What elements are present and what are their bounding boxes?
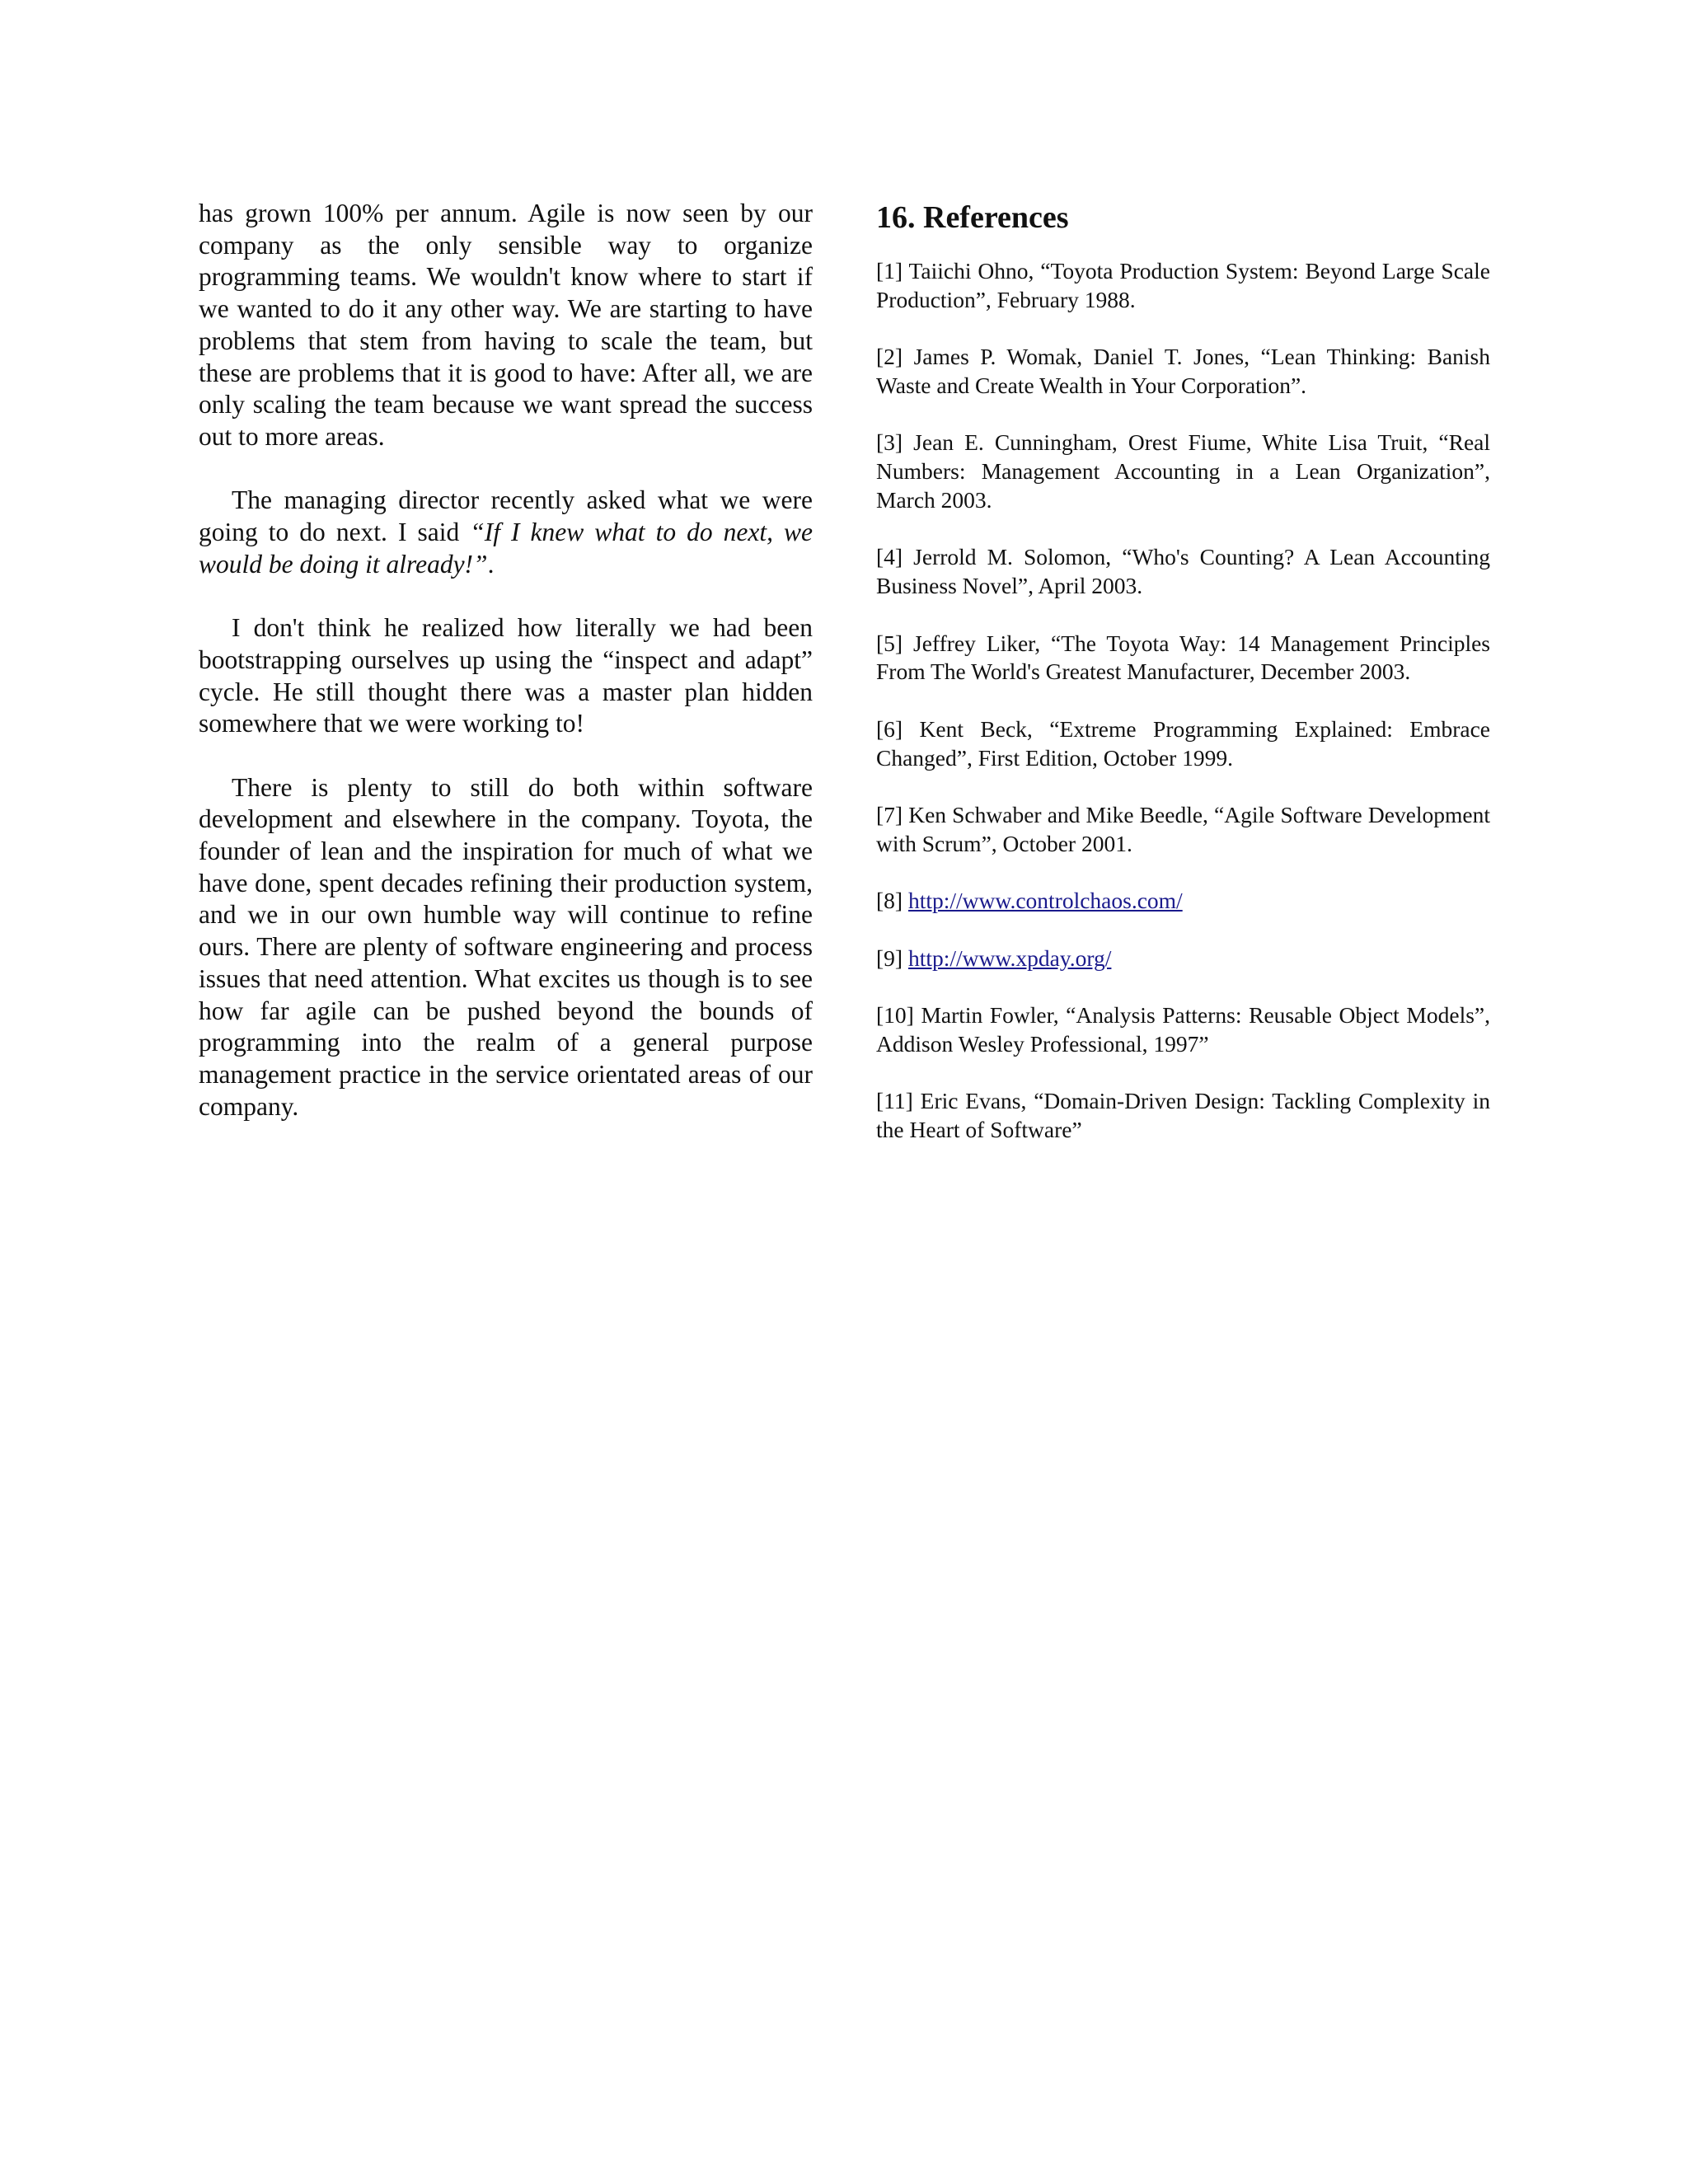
reference-text: Jeffrey Liker, “The Toyota Way: 14 Management Principles From The World's Greatest Manufacturer, December 2003.	[876, 630, 1491, 685]
director-quote: “If I knew what to do next, we would be doing it already!”	[199, 518, 813, 579]
reference-text: Jean E. Cunningham, Orest Fiume, White Lisa Truit, “Real Numbers: Management Accounting in a Lean Organization”, March 2003.	[876, 429, 1490, 513]
reference-number: [2]	[876, 344, 903, 370]
reference-text: Jerrold M. Solomon, “Who's Counting? A Lean Accounting Business Novel”, April 2003.	[876, 544, 1491, 599]
left-column	[199, 198, 813, 1155]
reference-number: [5]	[876, 630, 903, 656]
reference-item	[876, 887, 1490, 916]
reference-number: [3]	[876, 429, 903, 456]
paragraph-future: There is plenty to still do both within software development and elsewhere in the company. Toyota, the founder of lean and the inspiration for much of what we have done, spent decades refining their production system, and we in our own humble way will continue to refine ours. There are plenty of software engineering and process issues that need attention. What excites us though is to see how far agile can be pushed beyond the bounds of programming into the realm of a general purpose management practice in the service orientated areas of our company.	[199, 772, 813, 1121]
reference-number: [6]	[876, 715, 903, 742]
reference-number: [4]	[876, 544, 903, 570]
paragraph-bootstrapping: I don't think he realized how literally we had been bootstrapping ourselves up using the “inspect and adapt” cycle. He still thought there was a master plan hidden somewhere that we were working to!	[199, 613, 813, 738]
references-column	[876, 198, 1490, 1173]
reference-text: Kent Beck, “Extreme Programming Explained: Embrace Changed”, First Edition, October 1999.	[876, 715, 1491, 771]
reference-item	[876, 429, 1490, 514]
reference-number: [10]	[876, 1001, 914, 1028]
reference-item	[876, 257, 1490, 315]
paragraph-managing-director	[199, 485, 813, 580]
controlchaos-link[interactable]: http://www.controlchaos.com/	[907, 888, 1183, 914]
paragraph-md-end: .	[487, 549, 495, 579]
reference-item	[876, 343, 1490, 401]
paragraph-md-text: The managing director recently asked what we were going to do next. I said	[199, 485, 813, 547]
reference-number: [7]	[876, 801, 903, 827]
reference-number: [11]	[876, 1088, 913, 1114]
reference-item	[876, 543, 1490, 601]
reference-text: James P. Womak, Daniel T. Jones, “Lean Thinking: Banish Waste and Create Wealth in Your Corporation”.	[876, 344, 1490, 398]
reference-item	[876, 715, 1490, 773]
reference-text: Ken Schwaber and Mike Beedle, “Agile Software Development with Scrum”, October 2001.	[876, 801, 1490, 856]
reference-text: Eric Evans, “Domain-Driven Design: Tackling Complexity in the Heart of Software”	[876, 1088, 1491, 1142]
reference-item	[876, 1087, 1490, 1145]
paragraph-growth: has grown 100% per annum. Agile is now seen by our company as the only sensible way to organize programming teams. We wouldn't know where to start if we wanted to do it any other way. We are starting to have problems that stem from having to scale the team, but these are problems that it is good to have: After all, we are only scaling the team because we want spread the success out to more areas.	[199, 199, 813, 451]
reference-item	[876, 1001, 1490, 1059]
reference-number: [8]	[876, 888, 903, 914]
reference-item	[876, 944, 1490, 973]
reference-text: Taiichi Ohno, “Toyota Production System: Beyond Large Scale Production”, February 1988.	[876, 258, 1490, 312]
reference-number: [9]	[876, 944, 903, 971]
references-heading: 16. References	[876, 200, 1069, 235]
reference-number: [1]	[876, 258, 903, 284]
reference-item	[876, 630, 1490, 687]
xpday-link[interactable]: http://www.xpday.org/	[907, 944, 1112, 971]
reference-text: Martin Fowler, “Analysis Patterns: Reusable Object Models”, Addison Wesley Professional, 1997”	[876, 1001, 1490, 1057]
reference-item	[876, 801, 1490, 859]
